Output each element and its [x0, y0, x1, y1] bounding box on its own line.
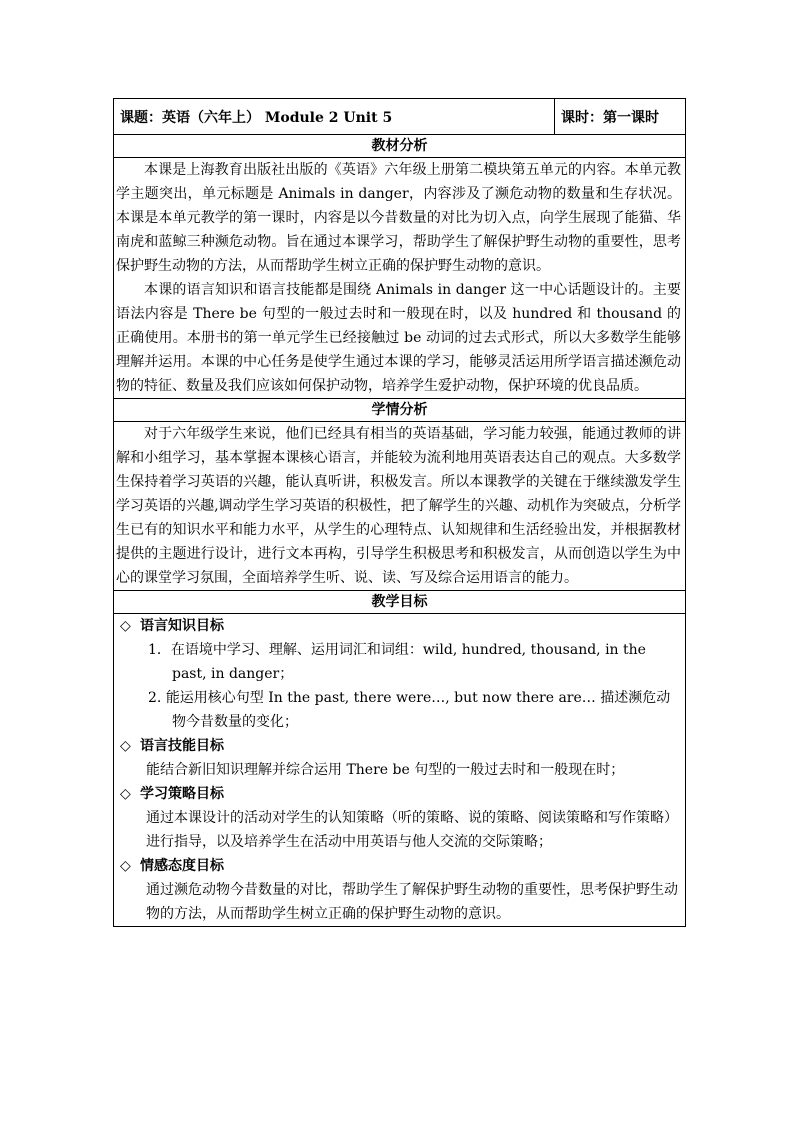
students-paragraph-1: 对于六年级学生来说，他们已经具有相当的英语基础，学习能力较强，能通过教师的讲解和小组学习，基本掌握本课核心语言，并能较为流利地用英语表达自己的观点。大多数学生保持着学习英语的兴趣，能认真听讲，积极发言。所以本课教学的关键在于继续激发学生学习英语的兴趣,调动学生学习英语的积极性，把了解学生的兴趣、动机作为突破点，分析学生已有的知识水平和能力水平，从学生的心理特点、认知规律和生活经验出发，并根据教材提供的主题进行设计，进行文本再构，引导学生积极思考和积极发言，从而创造以学生为中心的课堂学习氛围，全面培养学生听、说、读、写及综合运用语言的能力。 — [116, 426, 681, 586]
students-body-row — [114, 422, 686, 591]
diamond-bullet-icon: ◇ — [120, 738, 131, 754]
skills-goal-text: 能结合新旧知识理解并综合运用 There be 句型的一般过去时和一般现在时； — [146, 762, 625, 778]
strategy-goal-text: 通过本课设计的活动对学生的认知策略（听的策略、说的策略、阅读策略和写作策略）进行指导，以及培养学生在活动中用英语与他人交流的交际策略； — [146, 810, 678, 850]
lesson-period: 课时：第一课时 — [555, 99, 686, 135]
knowledge-item-2-continuation: 物今昔数量的变化； — [172, 714, 298, 730]
skills-goal-title — [120, 734, 681, 758]
goals-heading: 教学目标 — [114, 591, 686, 614]
knowledge-item-1-continuation: past, in danger； — [172, 666, 294, 682]
textbook-heading-row — [114, 135, 686, 158]
textbook-heading: 教材分析 — [114, 135, 686, 158]
emotion-goal-title — [120, 854, 681, 878]
emotion-goal-text: 通过濒危动物今昔数量的对比，帮助学生了解保护野生动物的重要性，思考保护野生动物的方法，从而帮助学生树立正确的保护野生动物的意识。 — [146, 882, 678, 922]
strategy-goal-label: 学习策略目标 — [140, 786, 224, 802]
textbook-paragraph-2: 本课的语言知识和语言技能都是围绕 Animals in danger 这一中心话题设计的。主要语法内容是 There be 句型的一般过去时和一般现在时，以及 hundred 和 thousand 的正确使用。本册书的第一单元学生已经接触过 be 动词的过去式形式，所以大多数学生能够理解并运用。本课的中心任务是使学生通过本课的学习，能够灵活运用所学语言描述濒危动物的特征、数量及我们应该如何保护动物，培养学生爱护动物，保护环境的优良品质。 — [116, 282, 681, 394]
teaching-goals — [114, 614, 686, 927]
textbook-analysis — [114, 158, 686, 399]
students-heading: 学情分析 — [114, 399, 686, 422]
knowledge-goal-label: 语言知识目标 — [140, 618, 224, 634]
title-row — [114, 99, 686, 135]
knowledge-item-2-number: 2. — [148, 690, 166, 706]
knowledge-item-1 — [120, 638, 681, 686]
goals-body-row — [114, 614, 686, 927]
strategy-goal-title — [120, 782, 681, 806]
knowledge-item-1-number: 1． — [148, 642, 171, 658]
students-analysis — [114, 422, 686, 591]
knowledge-goal-title — [120, 614, 681, 638]
textbook-paragraph-1: 本课是上海教育出版社出版的《英语》六年级上册第二模块第五单元的内容。本单元教学主题突出，单元标题是 Animals in danger，内容涉及了濒危动物的数量和生存状况。本课是本单元教学的第一课时，内容是以今昔数量的对比为切入点，向学生展现了能猫、华南虎和蓝鲸三种濒危动物。旨在通过本课学习，帮助学生了解保护野生动物的重要性，思考保护野生动物的方法，从而帮助学生树立正确的保护野生动物的意识。 — [116, 162, 681, 274]
goals-heading-row — [114, 591, 686, 614]
knowledge-item-2-text: 能运用核心句型 In the past, there were…, but now there are… 描述濒危动 — [165, 690, 671, 706]
diamond-bullet-icon: ◇ — [120, 618, 131, 634]
lesson-title: 课题：英语（六年上） Module 2 Unit 5 — [114, 99, 555, 135]
diamond-bullet-icon: ◇ — [120, 786, 131, 802]
knowledge-item-2 — [120, 686, 681, 734]
lesson-plan-sheet — [113, 98, 685, 927]
knowledge-item-1-text: 在语境中学习、理解、运用词汇和词组：wild, hundred, thousand, in the — [170, 642, 646, 658]
students-heading-row — [114, 399, 686, 422]
textbook-body-row — [114, 158, 686, 399]
diamond-bullet-icon: ◇ — [120, 858, 131, 874]
emotion-goal-label: 情感态度目标 — [140, 858, 224, 874]
skills-goal-label: 语言技能目标 — [140, 738, 224, 754]
lesson-plan-table — [113, 98, 686, 927]
